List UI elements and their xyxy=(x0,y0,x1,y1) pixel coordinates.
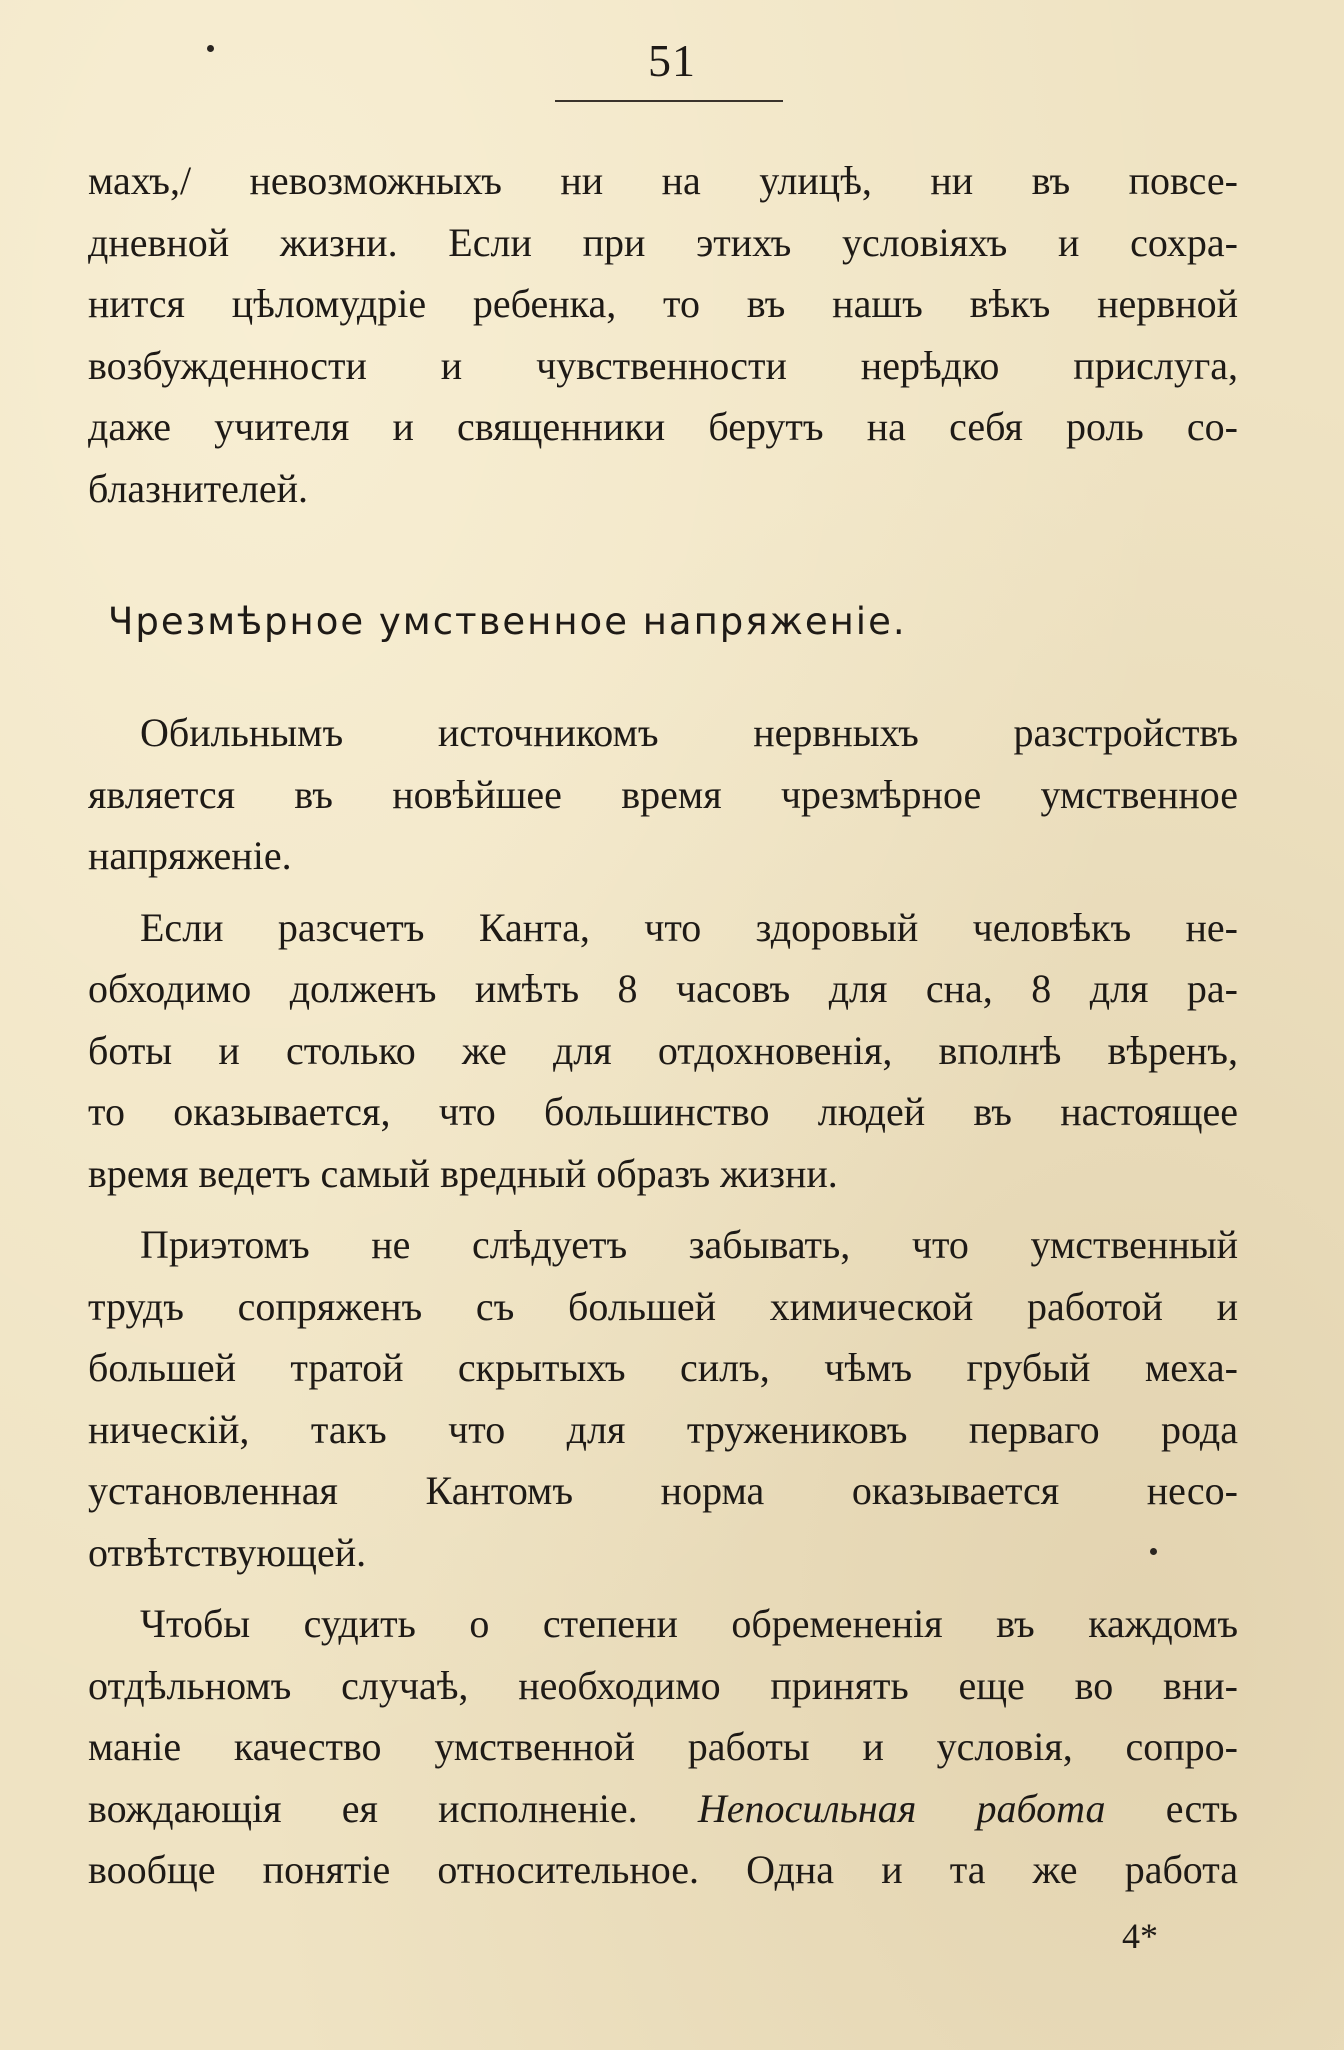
text-line: Чтобы судить о степени обремененія въ каждомъ xyxy=(140,1601,1238,1646)
text-run: есть xyxy=(1105,1785,1238,1831)
text-line: обходимо долженъ имѣть 8 часовъ для сна, 8 для ра- xyxy=(88,966,1238,1011)
italic-emphasis: Непосильная работа xyxy=(697,1785,1106,1831)
text-line: то оказывается, что большинство людей въ настоящее xyxy=(88,1089,1238,1134)
text-line: ническій, такъ что для тружениковъ перваго рода xyxy=(88,1406,1238,1452)
paragraph xyxy=(88,1214,1238,1583)
text-line: махъ,/ невозможныхъ ни на улицѣ, ни въ повсе- xyxy=(88,158,1238,203)
text-line: большей тратой скрытыхъ силъ, чѣмъ грубый меха- xyxy=(88,1345,1238,1390)
paragraph xyxy=(88,702,1238,887)
intro-paragraph xyxy=(88,150,1238,519)
ink-speck xyxy=(1150,1548,1157,1555)
section-body xyxy=(88,702,1238,1901)
section-heading: Чрезмѣрное умственное напряженіе. xyxy=(108,600,907,643)
text-line: отвѣтствующей. xyxy=(88,1529,367,1575)
text-line: Если разсчетъ Канта, что здоровый человѣкъ не- xyxy=(140,904,1238,950)
text-line: является въ новѣйшее время чрезмѣрное умственное xyxy=(88,771,1238,817)
text-line: Приэтомъ не слѣдуетъ забывать, что умственный xyxy=(140,1222,1238,1267)
text-line: боты и столько же для отдохновенія, вполнѣ вѣренъ, xyxy=(88,1027,1238,1073)
text-line: время ведетъ самый вредный образъ жизни. xyxy=(88,1150,838,1196)
text-line: трудъ сопряженъ съ большей химической работой и xyxy=(88,1283,1238,1329)
text-line xyxy=(88,1778,1238,1840)
text-line: блазнителей. xyxy=(88,465,309,511)
header-rule xyxy=(555,100,783,102)
paragraph xyxy=(88,1593,1238,1901)
text-line: установленная Кантомъ норма оказывается несо- xyxy=(88,1468,1238,1513)
signature-mark: 4* xyxy=(1122,1916,1158,1956)
text-line: Обильнымъ источникомъ нервныхъ разстройствъ xyxy=(140,710,1238,755)
text-line: дневной жизни. Если при этихъ условіяхъ и сохра- xyxy=(88,219,1238,265)
text-run: вождающія ея исполненіе. xyxy=(88,1785,698,1831)
text-line: вообще понятіе относительное. Одна и та же работа xyxy=(88,1847,1238,1892)
text-line: нится цѣломудріе ребенка, то въ нашъ вѣкъ нервной xyxy=(88,281,1238,326)
text-line: даже учителя и священники берутъ на себя роль со- xyxy=(88,404,1238,449)
page-number: 51 xyxy=(648,35,696,86)
text-line: маніе качество умственной работы и условія, сопро- xyxy=(88,1724,1238,1769)
paragraph xyxy=(88,897,1238,1205)
text-line: отдѣльномъ случаѣ, необходимо принять еще во вни- xyxy=(88,1662,1238,1708)
text-line: возбужденности и чувственности нерѣдко прислуга, xyxy=(88,342,1238,388)
text-line: напряженіе. xyxy=(88,833,292,878)
